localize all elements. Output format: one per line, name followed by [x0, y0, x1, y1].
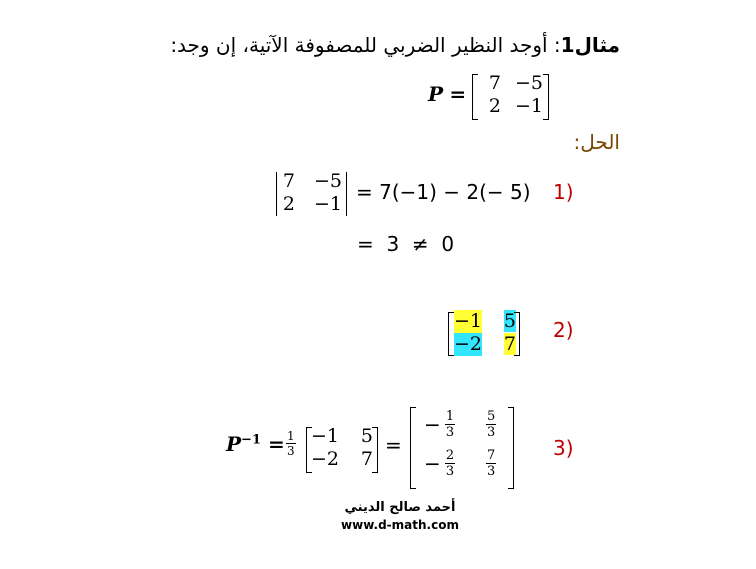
- matrix-cell: −1: [311, 425, 340, 447]
- adj-cell-highlight-cyan: −2: [454, 333, 483, 355]
- det-cell: 2: [282, 193, 295, 215]
- matrix-cell: 5: [360, 425, 373, 447]
- inverse-lhs: [226, 432, 285, 456]
- inv-right-bracket: [372, 427, 378, 473]
- result-left-bracket: [410, 407, 416, 489]
- matrix-var: P: [428, 82, 444, 106]
- adjoint-matrix-copy: [311, 425, 373, 471]
- matrix-definition: [428, 82, 466, 106]
- matrix-cell: −2: [311, 448, 340, 470]
- step-1-number: 1): [553, 180, 574, 204]
- adj-cell-highlight-cyan: 5: [503, 310, 516, 332]
- matrix-cell: 2: [488, 95, 501, 117]
- matrix-cell: −1: [514, 95, 543, 117]
- inverse-eq: =: [267, 432, 285, 456]
- matrix-left-bracket: [472, 74, 478, 120]
- inverse-exponent: −1: [241, 432, 261, 448]
- adj-cell-highlight-yellow: 7: [503, 333, 516, 355]
- matrix-eq: =: [449, 82, 467, 106]
- adj-right-bracket: [514, 312, 520, 356]
- matrix-cell: 7: [488, 72, 501, 94]
- det-cell: 7: [282, 170, 295, 192]
- det-right-bar: [346, 172, 347, 216]
- step-3-number: 3): [553, 436, 574, 460]
- example-title: [170, 33, 620, 57]
- matrix-p: [479, 72, 543, 118]
- scalar-fraction: [286, 429, 296, 458]
- determinant-result: = 3 ≠ 0: [357, 232, 455, 256]
- det-cell: −5: [313, 170, 342, 192]
- result-cell-b: $\frac{5}{3}$: [487, 409, 496, 440]
- result-right-bracket: [508, 407, 514, 489]
- scalar-denominator: 3: [287, 444, 295, 458]
- example-number: 1: [560, 33, 575, 57]
- example-text: : أوجد النظير الضربي للمصفوفة الآتية، إن وجد:: [170, 33, 561, 57]
- adj-cell-highlight-yellow: −1: [454, 310, 483, 332]
- det-cell: −1: [313, 193, 342, 215]
- result-eq: =: [385, 433, 402, 457]
- matrix-cell: 7: [360, 448, 373, 470]
- example-label: مثال: [574, 33, 620, 57]
- solution-label: الحل:: [573, 130, 620, 154]
- result-cell-c: − $\frac{2}{3}$: [424, 448, 455, 479]
- determinant-matrix: [277, 170, 342, 216]
- determinant-expression: = 7(−1) − 2(− 5): [356, 180, 531, 204]
- matrix-cell: −5: [514, 72, 543, 94]
- adjoint-matrix: [454, 310, 516, 356]
- result-cell-d: $\frac{7}{3}$: [487, 448, 496, 479]
- scalar-numerator: 1: [287, 429, 295, 443]
- author-name: أحمد صالح الديني: [344, 500, 456, 515]
- inverse-var: P: [226, 432, 242, 456]
- author-website: www.d-math.com: [341, 518, 459, 532]
- matrix-right-bracket: [543, 74, 549, 120]
- result-cell-a: − $\frac{1}{3}$: [424, 409, 455, 440]
- step-2-number: 2): [553, 318, 574, 342]
